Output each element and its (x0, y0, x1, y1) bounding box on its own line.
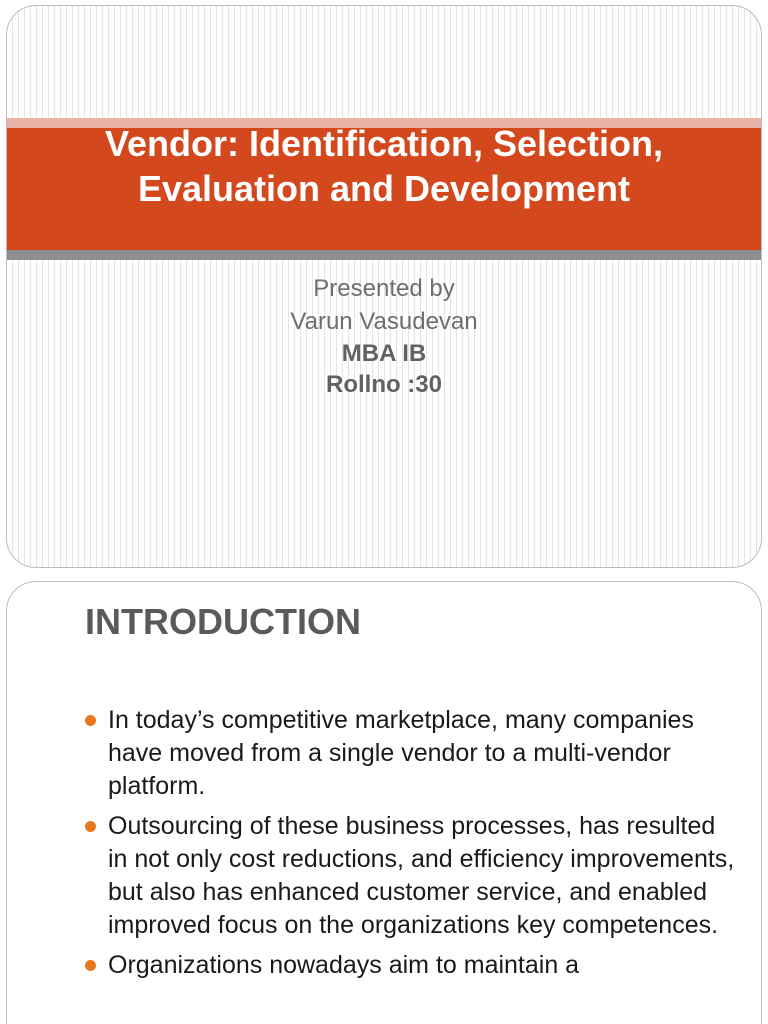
bullet-text: In today’s competitive marketplace, many companies have moved from a single vendor to a multi-vendor platform. (108, 706, 694, 800)
introduction-slide (6, 581, 762, 1024)
bullet-list (85, 704, 735, 989)
slide-title-line-1: Vendor: Identification, Selection, (104, 123, 664, 164)
slide-title-line-2: Evaluation and Development (137, 168, 631, 209)
title-band-bottom-stripe (7, 250, 761, 260)
program-label: MBA IB (341, 340, 427, 367)
bullet-dot-icon (85, 715, 96, 726)
roll-number: Rollno :30 (325, 371, 442, 398)
title-slide (6, 5, 762, 568)
slide-title (7, 118, 761, 211)
bullet-item (85, 704, 735, 803)
subtitle-block (7, 272, 761, 400)
presented-by-label: Presented by (313, 275, 455, 302)
bullet-text: Outsourcing of these business processes, has resulted in not only cost reductions, and efficiency improvements, but also has enhanced customer service, and enabled improved focus on the organizations key competences. (108, 812, 735, 939)
bullet-dot-icon (85, 821, 96, 832)
bullet-dot-icon (85, 960, 96, 971)
bullet-item (85, 810, 735, 942)
bullet-item (85, 949, 735, 982)
intro-heading: INTRODUCTION (85, 601, 361, 642)
presenter-name: Varun Vasudevan (290, 308, 478, 335)
bullet-text: Organizations nowadays aim to maintain a (108, 951, 580, 979)
